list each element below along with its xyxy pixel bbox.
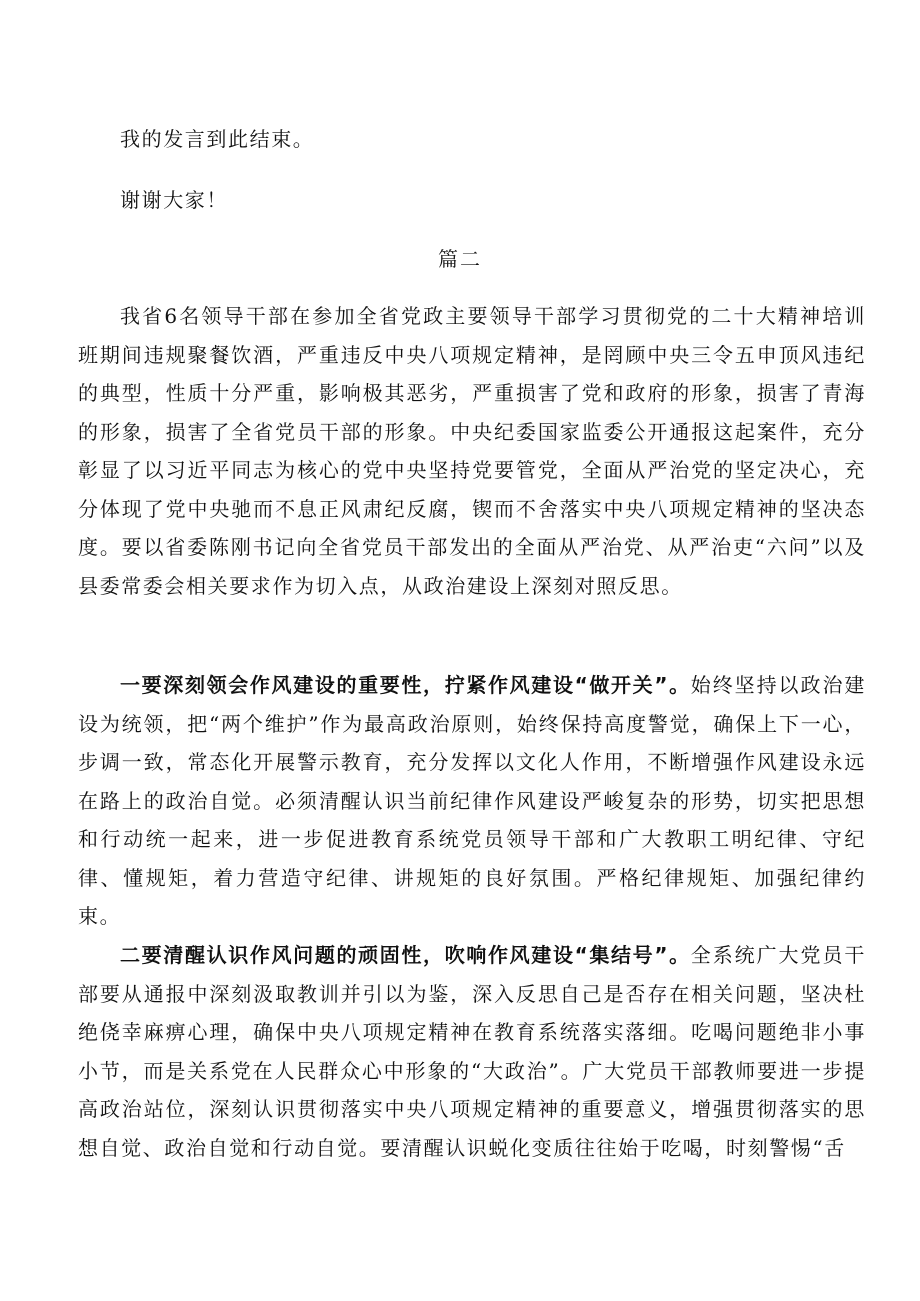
paragraph-point-two (78, 936, 866, 1167)
paragraph-intro-text: 我省6名领导干部在参加全省党政主要领导干部学习贯彻党的二十大精神培训班期间违规聚餐饮酒，严重违反中央八项规定精神，是罔顾中央三令五申顶风违纪的典型，性质十分严重，影响极其恶劣，严重损害了党和政府的形象，损害了青海的形象，损害了全省党员干部的形象。中央纪委国家监委公开通报这起案件，充分彰显了以习近平同志为核心的党中央坚持党要管党，全面从严治党的坚定决心，充分体现了党中央驰而不息正风肃纪反腐，锲而不舍落实中央八项规定精神的坚决态度。要以省委陈刚书记向全省党员干部发出的全面从严治党、从严治吏“六问”以及县委常委会相关要求作为切入点，从政治建设上深刻对照反思。 (78, 304, 866, 598)
point-two-heading: 二要清醒认识作风问题的顽固性，吹响作风建设“集结号”。 (120, 943, 691, 967)
point-two-text: 全系统广大党员干部要从通报中深刻汲取教训并引以为鉴，深入反思自己是否存在相关问题，坚决杜绝侥幸麻痹心理，确保中央八项规定精神在教育系统落实落细。吃喝问题绝非小事小节，而是关系党在人民群众心中形象的“大政治”。广大党员干部教师要进一步提高政治站位，深刻认识贯彻落实中央八项规定精神的重要意义，增强贯彻落实的思想自觉、政治自觉和行动自觉。要清醒认识蜕化变质往往始于吃喝，时刻警惕“舌 (78, 943, 866, 1160)
paragraph-point-one (78, 666, 866, 936)
closing-line: 我的发言到此结束。 (120, 127, 315, 151)
point-one-text: 始终坚持以政治建设为统领，把“两个维护”作为最高政治原则，始终保持高度警觉，确保上下一心，步调一致，常态化开展警示教育，充分发挥以文化人作用，不断增强作风建设永远在路上的政治自觉。必须清醒认识当前纪律作风建设严峻复杂的形势，切实把思想和行动统一起来，进一步促进教育系统党员领导干部和广大教职工明纪律、守纪律、懂规矩，着力营造守纪律、讲规矩的良好氛围。严格纪律规矩、加强纪律约束。 (78, 673, 866, 928)
paragraph-intro (78, 297, 866, 605)
thanks-line: 谢谢大家！ (120, 188, 228, 212)
point-one-heading: 一要深刻领会作风建设的重要性，拧紧作风建设“做开关”。 (120, 673, 691, 697)
section-title: 篇二 (438, 247, 482, 271)
